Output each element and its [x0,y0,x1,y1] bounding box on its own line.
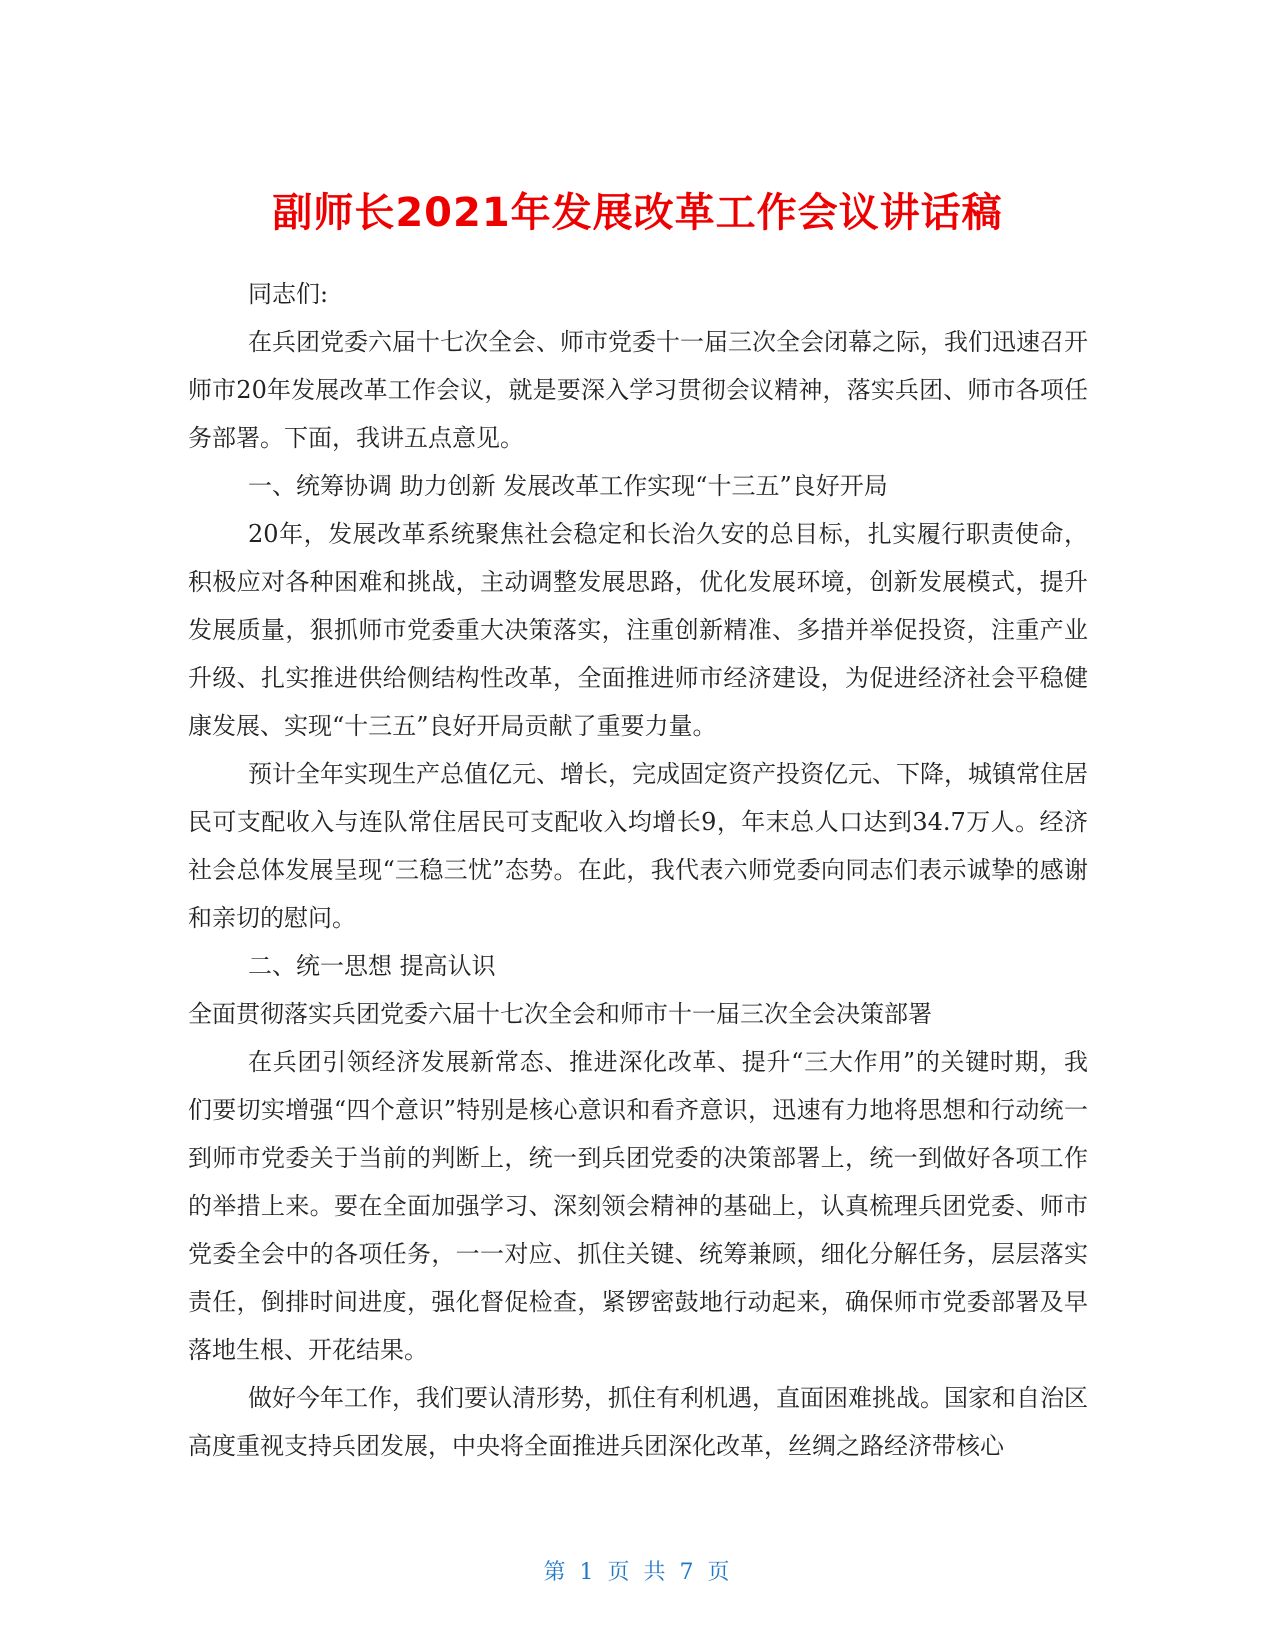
page-label-mid: 页 [607,1560,632,1585]
paragraph-3: 预计全年实现生产总值亿元、增长，完成固定资产投资亿元、下降，城镇常住居民可支配收入与连队常住居民可支配收入均增长9，年末总人口达到34.7万人。经济社会总体发展呈现“三稳三忧”态势。在此，我代表六师党委向同志们表示诚挚的感谢和亲切的慰问。 [188,760,1088,932]
current-page-number: 1 [579,1560,596,1585]
paragraph-5: 做好今年工作，我们要认清形势，抓住有利机遇，直面困难挑战。国家和自治区高度重视支持兵团发展，中央将全面推进兵团深化改革，丝绸之路经济带核心 [188,1384,1088,1460]
document-title: 副师长2021年发展改革工作会议讲话稿 [272,189,1003,236]
page-label-prefix: 第 [543,1560,568,1585]
salutation: 同志们: [248,280,329,308]
paragraph-1: 在兵团党委六届十七次全会、师市党委十一届三次全会闭幕之际，我们迅速召开师市20年发展改革工作会议，就是要深入学习贯彻会议精神，落实兵团、师市各项任务部署。下面，我讲五点意见。 [188,328,1088,452]
total-pages-number: 7 [679,1560,696,1585]
paragraph-4: 在兵团引领经济发展新常态、推进深化改革、提升“三大作用”的关键时期，我们要切实增强“四个意识”特别是核心意识和看齐意识，迅速有力地将思想和行动统一到师市党委关于当前的判断上，统一到兵团党委的决策部署上，统一到做好各项工作的举措上来。要在全面加强学习、深刻领会精神的基础上，认真梳理兵团党委、师市党委全会中的各项任务，一一对应、抓住关键、统筹兼顾，细化分解任务，层层落实责任，倒排时间进度，强化督促检查，紧锣密鼓地行动起来，确保师市党委部署及早落地生根、开花结果。 [188,1048,1088,1364]
document-body [188,270,1088,1470]
paragraph-2: 20年，发展改革系统聚焦社会稳定和长治久安的总目标，扎实履行职责使命，积极应对各种困难和挑战，主动调整发展思路，优化发展环境，创新发展模式，提升发展质量，狠抓师市党委重大决策落实，注重创新精准、多措并举促投资，注重产业升级、扎实推进供给侧结构性改革，全面推进师市经济建设，为促进经济社会平稳健康发展、实现“十三五”良好开局贡献了重要力量。 [188,520,1088,740]
total-label: 共 [643,1560,668,1585]
page-label-suffix: 页 [707,1560,732,1585]
page-footer [0,1555,1275,1586]
section-subheading-2: 全面贯彻落实兵团党委六届十七次全会和师市十一届三次全会决策部署 [188,1000,932,1028]
section-heading-1: 一、统筹协调 助力创新 发展改革工作实现“十三五”良好开局 [248,472,888,500]
section-heading-2: 二、统一思想 提高认识 [248,952,496,980]
